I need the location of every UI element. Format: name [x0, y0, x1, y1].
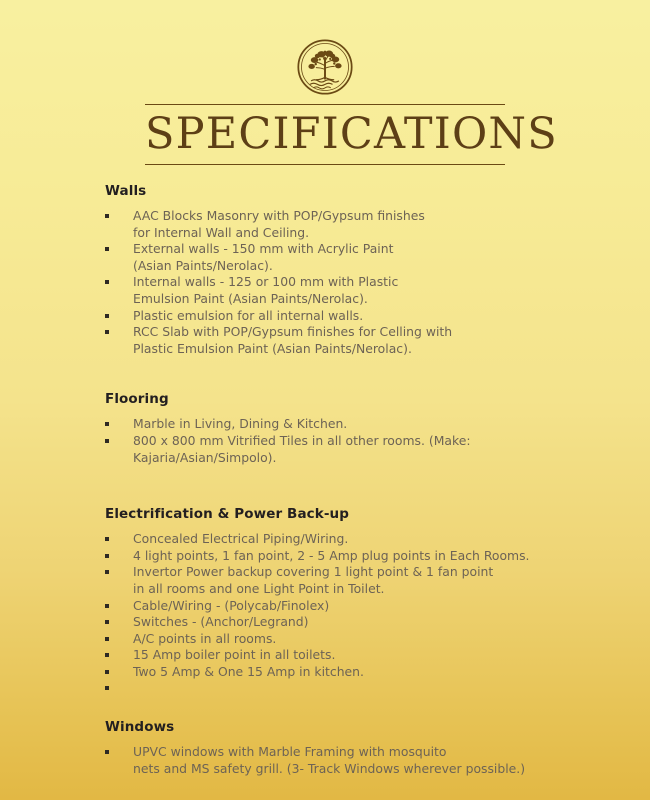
- bullet-square-icon: [105, 439, 109, 443]
- list-item: [105, 744, 610, 777]
- list-item-text: [133, 416, 610, 433]
- list-item-text: [133, 433, 610, 466]
- bullet-square-icon: [105, 554, 109, 558]
- list-item-line: Plastic emulsion for all internal walls.: [133, 307, 364, 323]
- section-list-walls: [105, 208, 610, 357]
- section-heading-windows: Windows: [105, 719, 175, 736]
- section-heading-walls: Walls: [105, 183, 147, 199]
- section-heading-flooring: Flooring: [105, 391, 169, 408]
- list-item-line: AAC Blocks Masonry with POP/Gypsum finishes: [133, 208, 425, 223]
- list-item-line: 4 light points, 1 fan point, 2 - 5 Amp plug points in Each Rooms.: [133, 547, 530, 563]
- list-item-line: RCC Slab with POP/Gypsum finishes for Celling with: [133, 324, 453, 340]
- document-header: [0, 0, 650, 165]
- list-item-text: [133, 241, 610, 274]
- list-item-text: [133, 744, 610, 777]
- section-list-windows: [105, 744, 610, 777]
- bullet-square-icon: [105, 314, 109, 318]
- bullet-square-icon: [105, 247, 109, 251]
- list-item: [105, 614, 610, 631]
- list-item: [105, 274, 610, 307]
- list-item-text: [133, 208, 610, 241]
- bullet-square-icon: [105, 604, 109, 608]
- section-list-flooring: [105, 416, 610, 466]
- list-item-text: [133, 548, 610, 565]
- tree-in-circle-logo-icon: [296, 38, 354, 96]
- list-item-line: nets and MS safety grill. (3- Track Windows wherever possible.): [133, 760, 526, 776]
- list-item: [105, 680, 610, 697]
- list-item: [105, 564, 610, 597]
- list-item-line: for Internal Wall and Ceiling.: [133, 224, 310, 240]
- bullet-square-icon: [105, 330, 109, 334]
- list-item-line: Concealed Electrical Piping/Wiring.: [133, 531, 349, 547]
- list-item-line: Kajaria/Asian/Simpolo).: [133, 449, 277, 465]
- list-item: [105, 308, 610, 325]
- list-item-text: [133, 308, 610, 325]
- list-item-text: [133, 598, 610, 615]
- list-item-line: Cable/Wiring - (Polycab/Finolex): [133, 597, 330, 613]
- list-item: [105, 416, 610, 433]
- title-block: [145, 104, 558, 165]
- list-item: [105, 531, 610, 548]
- list-item: [105, 433, 610, 466]
- list-item-line: Switches - (Anchor/Legrand): [133, 614, 309, 630]
- section-heading-electrification: Electrification & Power Back-up: [105, 506, 350, 523]
- bullet-square-icon: [105, 750, 109, 754]
- list-item-line: Invertor Power backup covering 1 light point & 1 fan point: [133, 564, 494, 580]
- list-item: [105, 664, 610, 681]
- section-flooring: [105, 391, 610, 466]
- bullet-square-icon: [105, 620, 109, 624]
- list-item-line: 800 x 800 mm Vitrified Tiles in all other rooms. (Make:: [133, 432, 471, 448]
- bullet-square-icon: [105, 422, 109, 426]
- bullet-square-icon: [105, 280, 109, 284]
- title-rule-top: [145, 104, 505, 105]
- list-item-line: Two 5 Amp & One 15 Amp in kitchen.: [133, 663, 364, 679]
- list-item-text: [133, 647, 610, 664]
- logo-container: [0, 36, 650, 98]
- list-item-text: [133, 531, 610, 548]
- list-item-line: Internal walls - 125 or 100 mm with Plastic: [133, 274, 399, 290]
- section-walls: [105, 183, 610, 357]
- list-item-line: External walls - 150 mm with Acrylic Paint: [133, 241, 394, 257]
- list-item: [105, 598, 610, 615]
- bullet-square-icon: [105, 653, 109, 657]
- bullet-square-icon: [105, 686, 109, 690]
- list-item-text: [133, 274, 610, 307]
- bullet-square-icon: [105, 537, 109, 541]
- section-spacer: [105, 466, 610, 506]
- list-item-line: Emulsion Paint (Asian Paints/Nerolac).: [133, 290, 368, 306]
- list-item-text: [133, 631, 610, 648]
- list-item: [105, 241, 610, 274]
- list-item: [105, 548, 610, 565]
- bullet-square-icon: [105, 670, 109, 674]
- list-item-line: (Asian Paints/Nerolac).: [133, 257, 273, 273]
- list-item: [105, 631, 610, 648]
- list-item-text: [133, 614, 610, 631]
- list-item-text: [133, 564, 610, 597]
- specifications-content: [0, 165, 650, 777]
- list-item-line: in all rooms and one Light Point in Toilet.: [133, 580, 385, 596]
- list-item-text: [133, 324, 610, 357]
- section-windows: [105, 719, 610, 777]
- page-title: SPECIFICATIONS: [145, 109, 558, 159]
- bullet-square-icon: [105, 214, 109, 218]
- list-item-line: Plastic Emulsion Paint (Asian Paints/Nerolac).: [133, 340, 412, 356]
- bullet-square-icon: [105, 637, 109, 641]
- list-item-line: A/C points in all rooms.: [133, 630, 277, 646]
- section-electrification: [105, 506, 610, 697]
- list-item: [105, 208, 610, 241]
- list-item-line: UPVC windows with Marble Framing with mosquito: [133, 744, 447, 760]
- list-item-line: Marble in Living, Dining & Kitchen.: [133, 416, 348, 432]
- section-spacer: [105, 357, 610, 391]
- list-item: [105, 324, 610, 357]
- list-item-line: 15 Amp boiler point in all toilets.: [133, 647, 336, 663]
- list-item-text: [133, 664, 610, 681]
- section-spacer: [105, 697, 610, 719]
- section-list-electrification: [105, 531, 610, 697]
- bullet-square-icon: [105, 570, 109, 574]
- list-item: [105, 647, 610, 664]
